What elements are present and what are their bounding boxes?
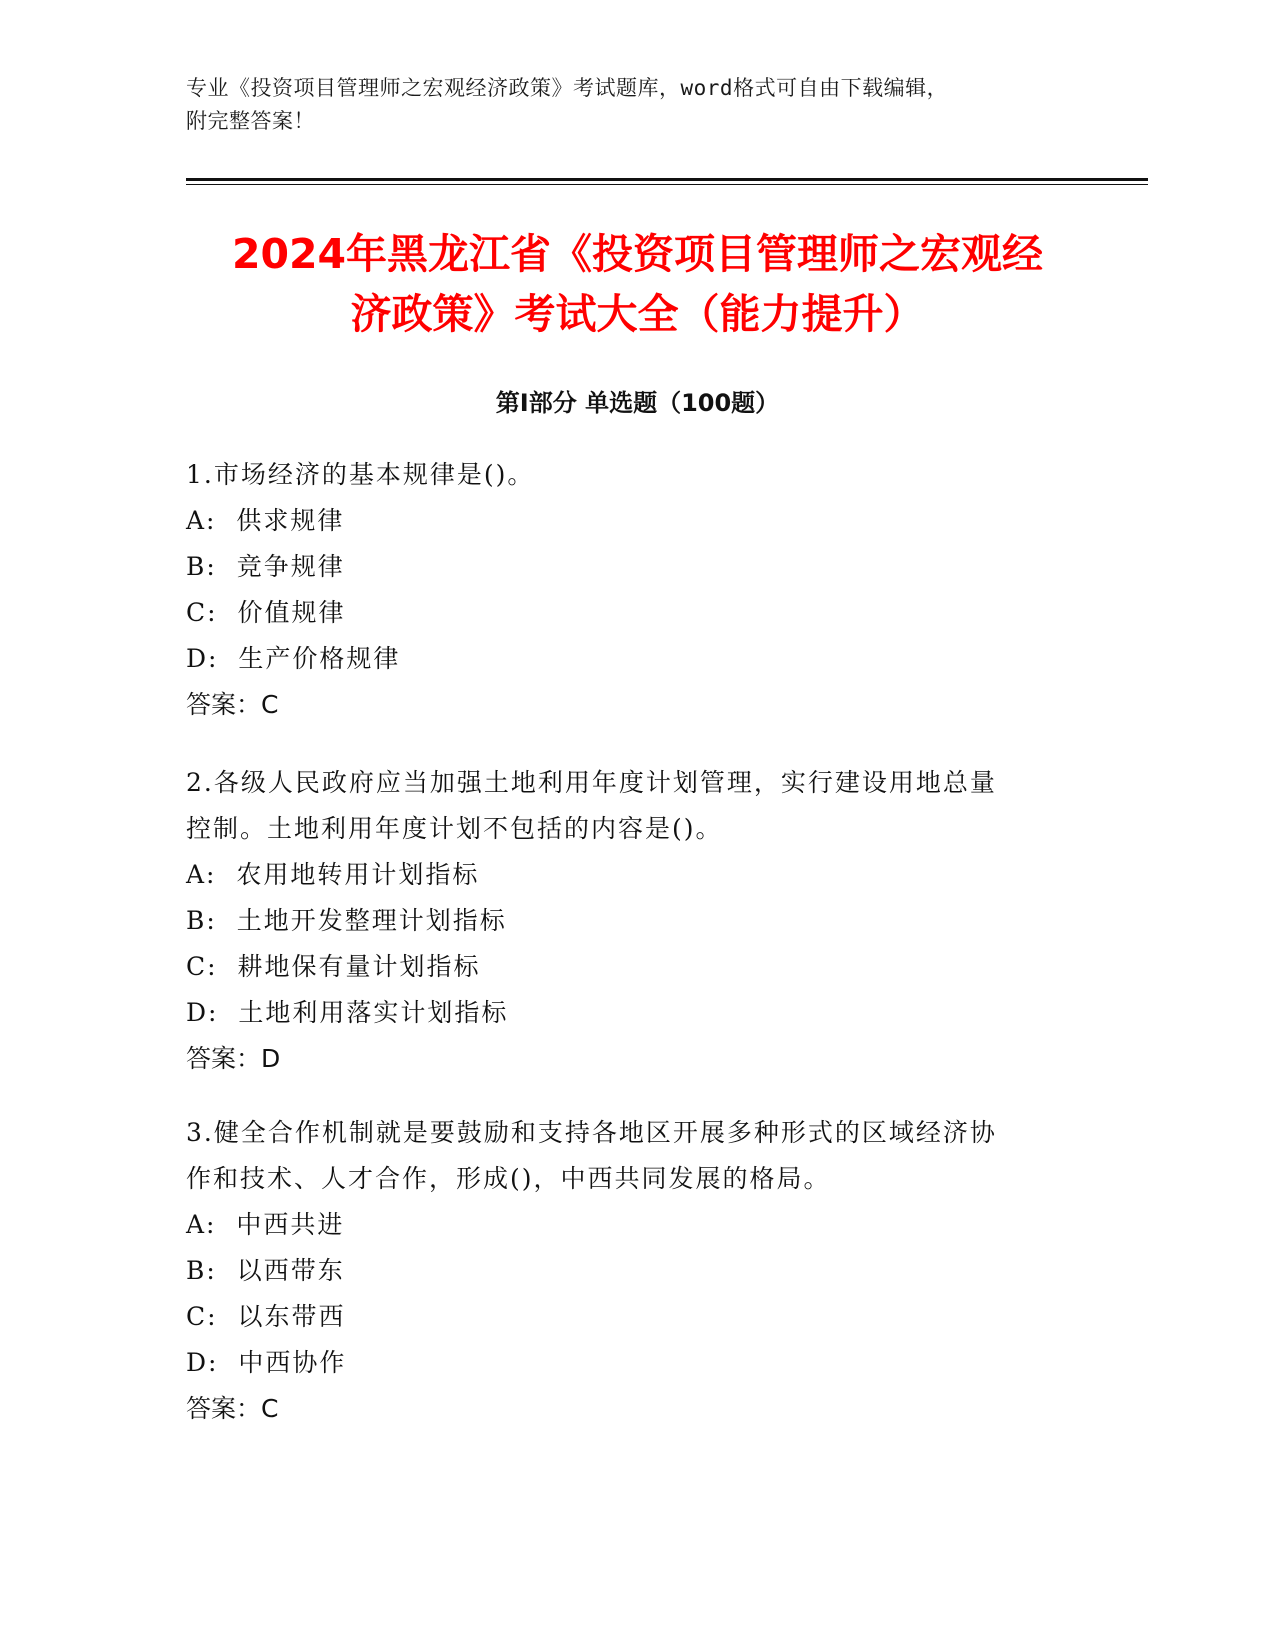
question-2-stem-line-2: 控制。土地利用年度计划不包括的内容是()。: [186, 814, 723, 843]
header-divider-thin: [186, 184, 1148, 185]
question-3-stem-line-2: 作和技术、人才合作，形成()，中西共同发展的格局。: [186, 1164, 831, 1193]
question-3-answer: 答案：C: [186, 1394, 279, 1423]
question-2-option-c: C: 耕地保有量计划指标: [186, 952, 481, 981]
question-1-stem: 1.市场经济的基本规律是()。: [186, 460, 535, 489]
header-divider-thick: [186, 178, 1148, 181]
question-2-option-b: B: 土地开发整理计划指标: [186, 906, 507, 935]
header-note-line-2: 附完整答案！: [186, 109, 315, 133]
question-2-answer: 答案：D: [186, 1044, 281, 1073]
document-title: [150, 224, 1125, 344]
question-1-option-a: A: 供求规律: [186, 506, 345, 535]
question-1-option-d: D: 生产价格规律: [186, 644, 401, 673]
question-3-option-d: D: 中西协作: [186, 1348, 347, 1377]
question-2: [186, 760, 1066, 1082]
question-3: [186, 1110, 1066, 1432]
question-3-option-b: B: 以西带东: [186, 1256, 345, 1285]
header-note: [186, 72, 1086, 138]
document-title-line-2: 济政策》考试大全（能力提升）: [350, 290, 925, 338]
section-heading: 第Ⅰ部分 单选题（100题）: [495, 389, 780, 417]
question-1-option-c: C: 价值规律: [186, 598, 346, 627]
question-2-option-d: D: 土地利用落实计划指标: [186, 998, 509, 1027]
question-1: [186, 452, 1066, 728]
question-3-option-c: C: 以东带西: [186, 1302, 346, 1331]
question-2-stem-line-1: 2.各级人民政府应当加强土地利用年度计划管理，实行建设用地总量: [186, 768, 997, 797]
question-2-option-a: A: 农用地转用计划指标: [186, 860, 480, 889]
question-3-option-a: A: 中西共进: [186, 1210, 345, 1239]
document-title-line-1: 2024年黑龙江省《投资项目管理师之宏观经: [231, 230, 1044, 278]
question-1-option-b: B: 竞争规律: [186, 552, 345, 581]
question-3-stem-line-1: 3.健全合作机制就是要鼓励和支持各地区开展多种形式的区域经济协: [186, 1118, 997, 1147]
question-1-answer: 答案：C: [186, 690, 279, 719]
header-note-line-1: 专业《投资项目管理师之宏观经济政策》考试题库，word格式可自由下载编辑，: [186, 76, 949, 100]
